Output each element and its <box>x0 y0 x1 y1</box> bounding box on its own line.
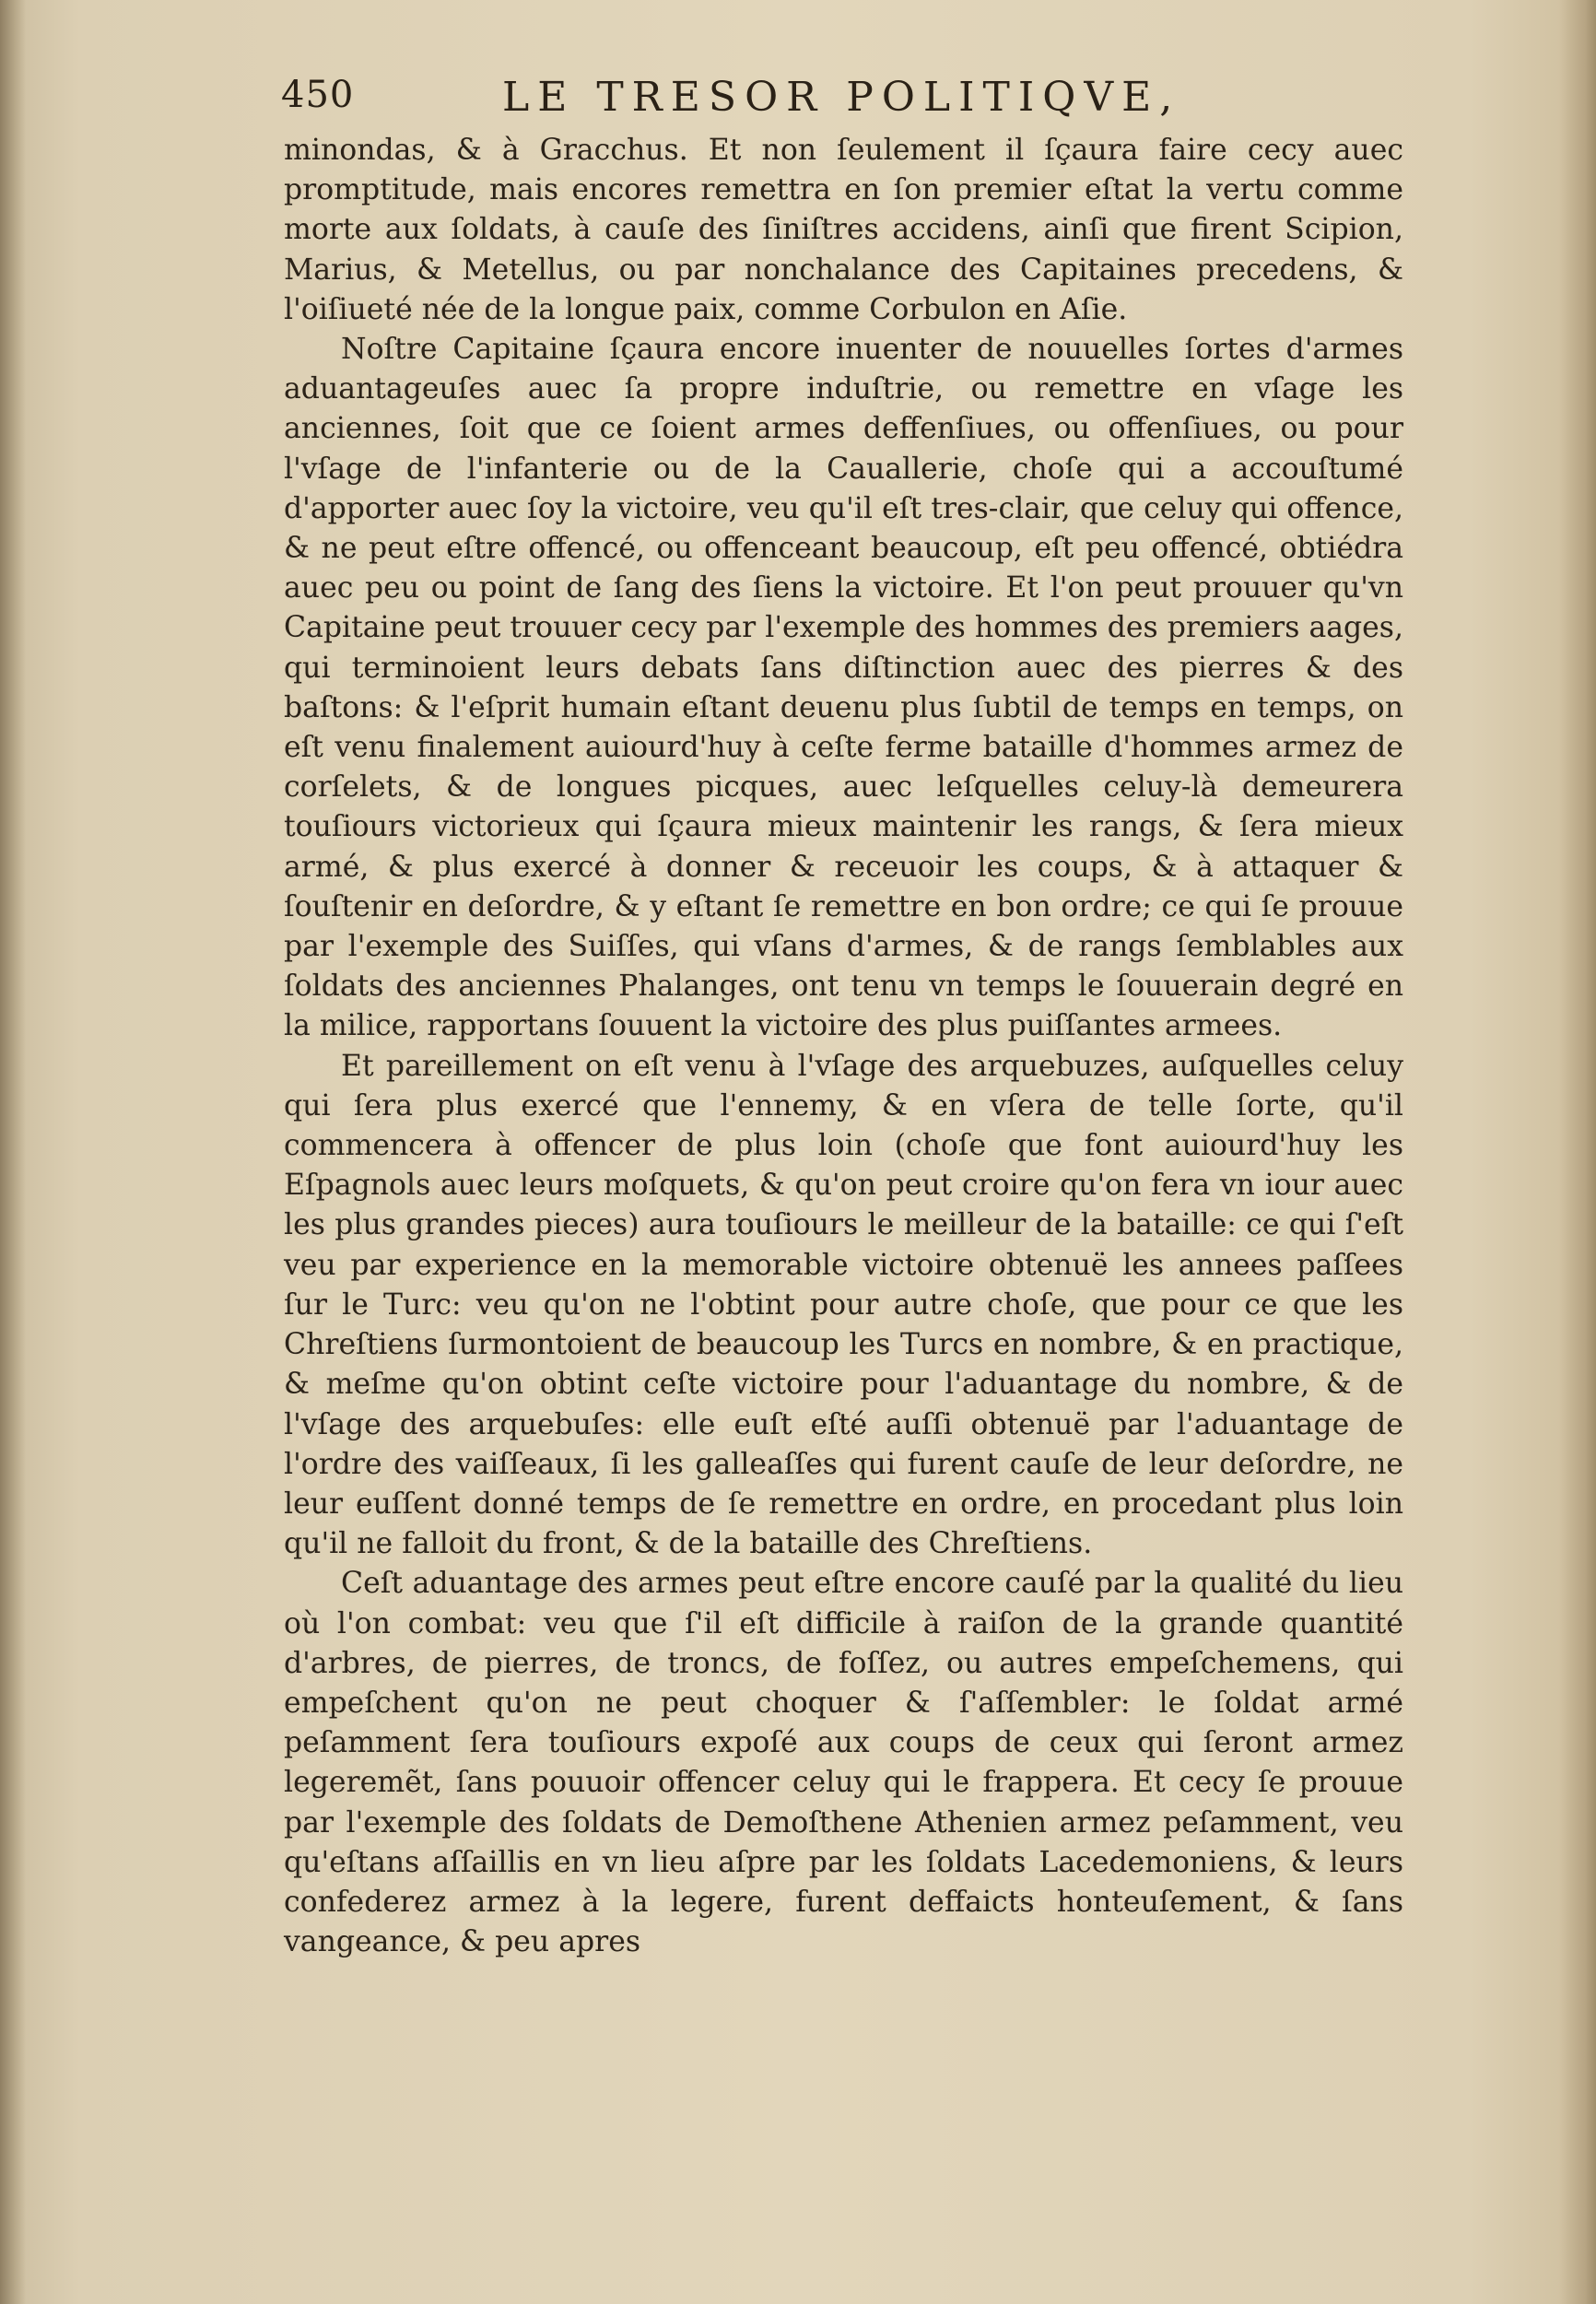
paragraph-4: Ceſt aduantage des armes peut eſtre encore cauſé par la qualité du lieu où l'on combat: veu que ſ'il eſt difficile à raiſon de la grande quantité d'arbres, de pierres, de troncs, de foſſez, ou autres empeſchemens, qui empeſchent qu'on ne peut choquer & ſ'aſſembler: le ſoldat armé peſamment ſera touſiours expoſé aux coups de ceux qui ſeront armez legeremẽt, ſans pouuoir offencer celuy qui le frappera. Et cecy ſe prouue par l'exemple des ſoldats de Demoſthene Athenien armez peſamment, veu qu'eſtans aſſaillis en vn lieu aſpre par les ſoldats Lacedemoniens, & leurs confederez armez à la legere, furent deffaicts honteuſement, & ſans vangeance, & peu apres <box>284 1567 1403 1959</box>
paragraph-2: Noſtre Capitaine ſçaura encore inuenter de nouuelles ſortes d'armes aduantageuſes auec ſa propre induſtrie, ou remettre en vſage les anciennes, ſoit que ce ſoient armes deffenſiues, ou offenſiues, ou pour l'vſage de l'infanterie ou de la Cauallerie, choſe qui a accouſtumé d'apporter auec ſoy la victoire, veu qu'il eſt tres-clair, que celuy qui offence, & ne peut eſtre offencé, ou offenceant beaucoup, eſt peu offencé, obtiédra auec peu ou point de ſang des ſiens la victoire. Et l'on peut prouuer qu'vn Capitaine peut trouuer cecy par l'exemple des hommes des premiers aages, qui terminoient leurs debats ſans diſtinction auec des pierres & des baſtons: & l'eſprit humain eſtant deuenu plus ſubtil de temps en temps, on eſt venu finalement auiourd'huy à ceſte ferme bataille d'hommes armez de corſelets, & de longues picques, auec leſquelles celuy-là demeurera touſiours victorieux qui ſçaura mieux maintenir les rangs, & ſera mieux armé, & plus exercé à donner & receuoir les coups, & à attaquer & ſouſtenir en deſordre, & y eſtant ſe remettre en bon ordre; ce qui ſe prouue par l'exemple des Suiſſes, qui vſans d'armes, & de rangs ſemblables aux ſoldats des anciennes Phalanges, ont tenu vn temps le ſouuerain degré en la milice, rapportans ſouuent la victoire des plus puiſſantes armees. <box>284 333 1403 1043</box>
paragraph-3: Et pareillement on eſt venu à l'vſage des arquebuzes, auſquelles celuy qui ſera plus exercé que l'ennemy, & en vſera de telle ſorte, qu'il commencera à offencer de plus loin (choſe que font auiourd'huy les Eſpagnols auec leurs moſquets, & qu'on peut croire qu'on fera vn iour auec les plus grandes pieces) aura touſiours le meilleur de la bataille: ce qui ſ'eſt veu par experience en la memorable victoire obtenuë les annees paſſees ſur le Turc: veu qu'on ne l'obtint pour autre choſe, que pour ce que les Chreſtiens ſurmontoient de beaucoup les Turcs en nombre, & en practique, & meſme qu'on obtint ceſte victoire pour l'aduantage du nombre, & de l'vſage des arquebuſes: elle euſt eſté auſſi obtenuë par l'aduantage de l'ordre des vaiſſeaux, ſi les galleaſſes qui furent cauſe de leur deſordre, ne leur euſſent donné temps de ſe remettre en ordre, en procedant plus loin qu'il ne falloit du front, & de la bataille des Chreſtiens. <box>284 1049 1403 1561</box>
gutter-shadow <box>0 0 26 2304</box>
page-header <box>281 74 1230 131</box>
paragraph-1: minondas, & à Gracchus. Et non ſeulement il ſçaura faire cecy auec promptitude, mais encores remettra en ſon premier eſtat la vertu comme morte aux ſoldats, à cauſe des ſiniſtres accidens, ainſi que firent Scipion, Marius, & Metellus, ou par nonchalance des Capitaines precedens, & l'oiſiueté née de la longue paix, comme Corbulon en Aſie. <box>284 134 1403 326</box>
body-text <box>284 131 1403 1962</box>
page-edge-shadow <box>1559 0 1596 2304</box>
running-head: LE TRESOR POLITIQVE, <box>502 74 1181 121</box>
page-number: 450 <box>281 74 355 116</box>
